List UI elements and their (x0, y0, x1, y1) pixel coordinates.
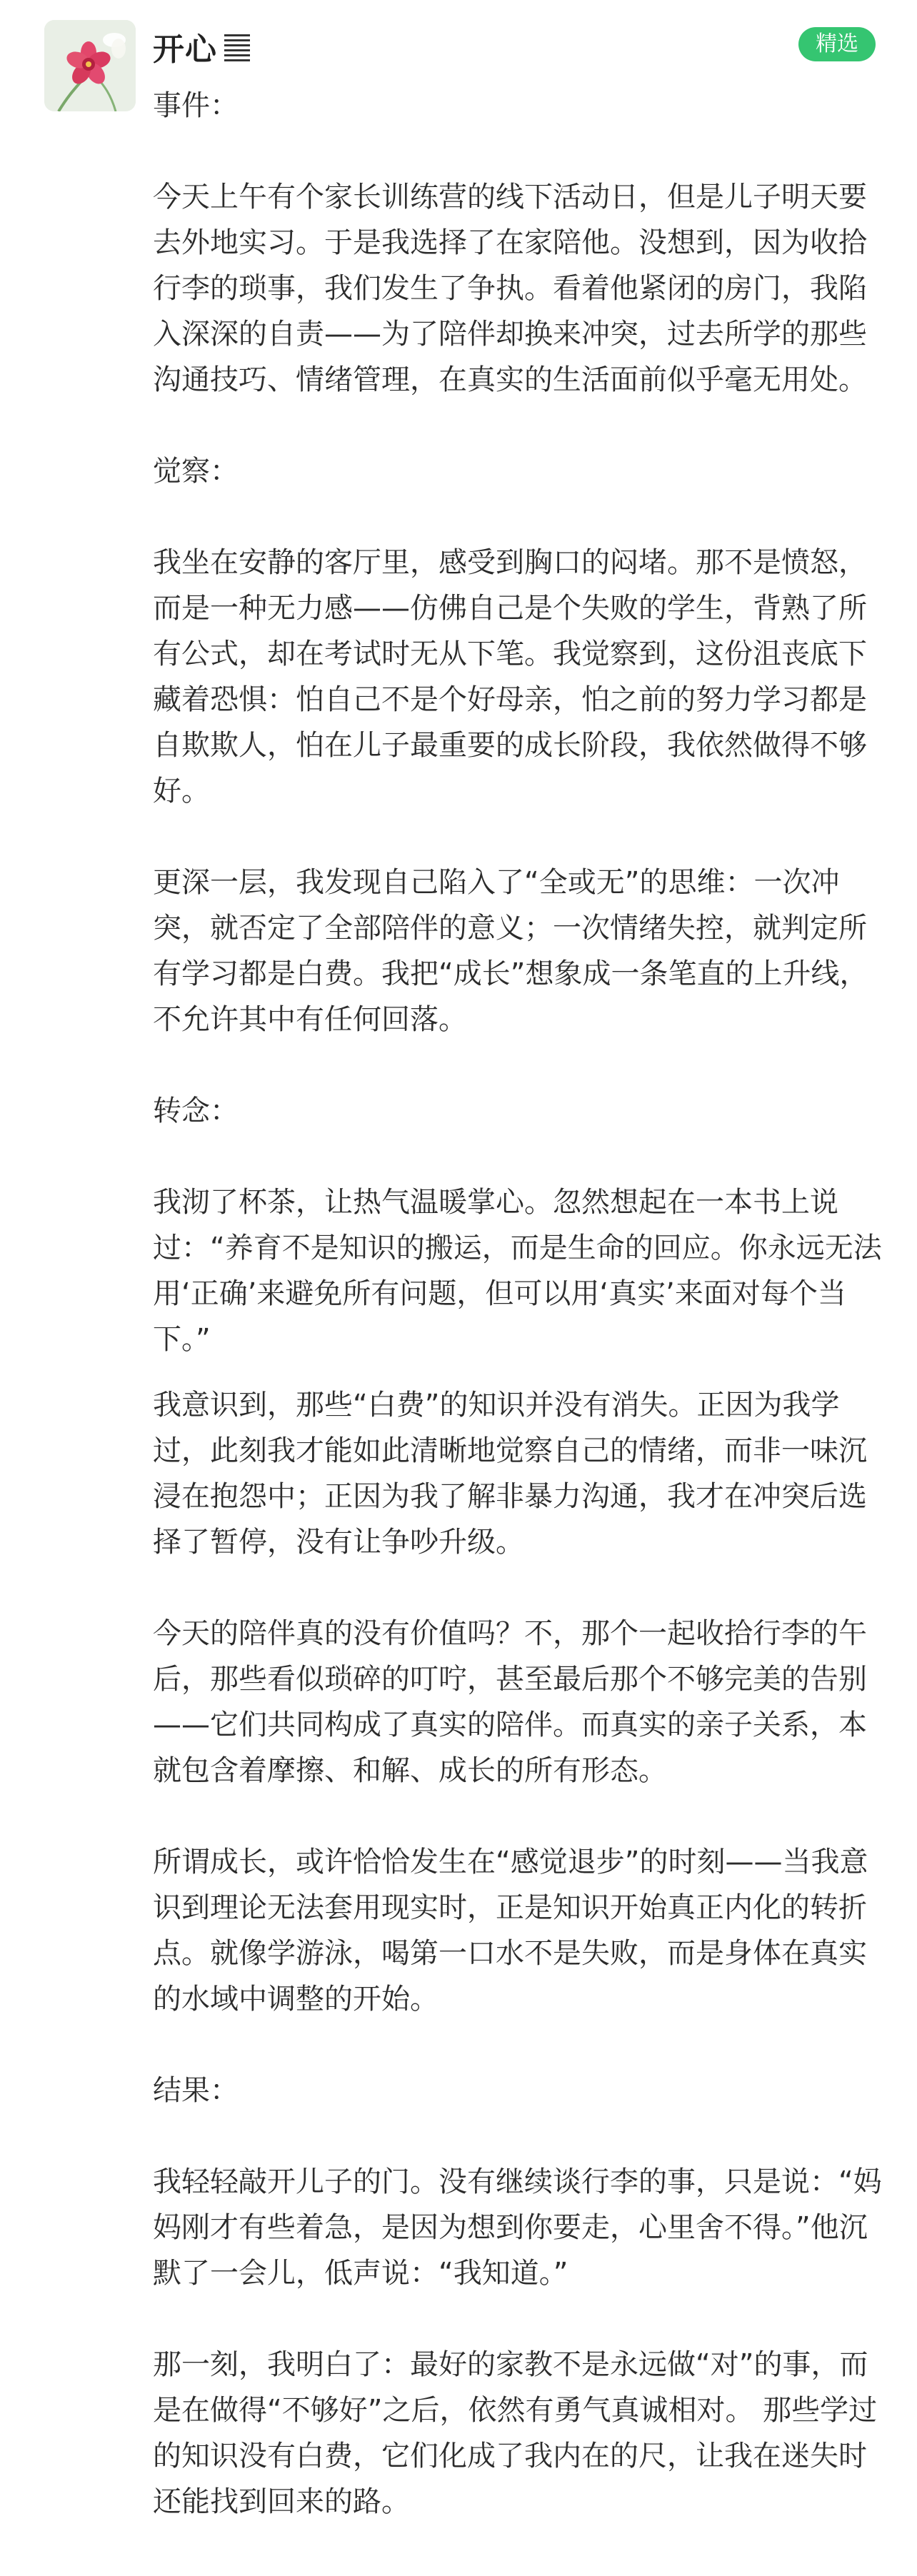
author-avatar[interactable] (44, 20, 136, 111)
awareness-paragraph-2: 更深一层，我发现自己陷入了“全或无”的思维：一次冲突，就否定了全部陪伴的意义；一次情绪失控，就判定所有学习都是白费。我把“成长”想象成一条笔直的上升线，不允许其中有任何回落。 (153, 866, 868, 1036)
shift-paragraph-3: 今天的陪伴真的没有价值吗？不，那个一起收拾行李的午后，那些看似琐碎的叮咛，甚至最后那个不够完美的告别——它们共同构成了真实的陪伴。而真实的亲子关系，本就包含着摩擦、和解、成长的所有形态。 (153, 1617, 867, 1787)
stacked-lines-icon (221, 30, 254, 63)
shift-paragraph-1: 我沏了杯茶，让热气温暖掌心。忽然想起在一本书上说过：“养育不是知识的搬运，而是生命的回应。你永远无法用‘正确’来避免所有问题，但可以用‘真实’来面对每个当下。” (153, 1186, 882, 1356)
result-paragraph-1: 我轻轻敲开儿子的门。没有继续谈行李的事，只是说：“妈妈刚才有些着急，是因为想到你要走，心里舍不得。”他沉默了一会儿，低声说：“我知道。” (153, 2165, 882, 2290)
event-paragraph: 今天上午有个家长训练营的线下活动日，但是儿子明天要去外地实习。于是我选择了在家陪他。没想到，因为收拾行李的琐事，我们发生了争执。看着他紧闭的房门，我陷入深深的自责——为了陪伴却换来冲突，过去所学的那些沟通技巧、情绪管理，在真实的生活面前似乎毫无用处。 (153, 181, 867, 396)
result-paragraph-2: 那一刻，我明白了：最好的家教不是永远做“对”的事，而是在做得“不够好”之后，依然有勇气真诚相对。 那些学过的知识没有白费，它们化成了我内在的尺，让我在迷失时还能找到回来的路。 (153, 2348, 878, 2518)
section-heading-awareness: 觉察： (153, 455, 239, 488)
author-name[interactable]: 开心 (153, 31, 217, 68)
pink-flower-avatar-icon (44, 20, 136, 111)
section-heading-shift: 转念： (153, 1095, 239, 1127)
shift-paragraph-4: 所谓成长，或许恰恰发生在“感觉退步”的时刻——当我意识到理论无法套用现实时，正是知识开始真正内化的转折点。就像学游泳，喝第一口水不是失败，而是身体在真实的水域中调整的开始。 (153, 1846, 868, 2016)
section-heading-result: 结果： (153, 2074, 239, 2107)
shift-paragraph-2: 我意识到，那些“白费”的知识并没有消失。正因为我学过，此刻我才能如此清晰地觉察自己的情绪，而非一味沉浸在抱怨中；正因为我了解非暴力沟通，我才在冲突后选择了暂停，没有让争吵升级。 (153, 1389, 867, 1559)
section-heading-event: 事件： (153, 89, 239, 122)
post-header (153, 21, 254, 71)
post-content (153, 83, 888, 2525)
awareness-paragraph-1: 我坐在安静的客厅里，感受到胸口的闷堵。那不是愤怒，而是一种无力感——仿佛自己是个失败的学生，背熟了所有公式，却在考试时无从下笔。我觉察到，这份沮丧底下藏着恐惧：怕自己不是个好母亲，怕之前的努力学习都是自欺欺人，怕在儿子最重要的成长阶段，我依然做得不够好。 (153, 546, 867, 807)
featured-badge: 精选 (798, 27, 876, 61)
